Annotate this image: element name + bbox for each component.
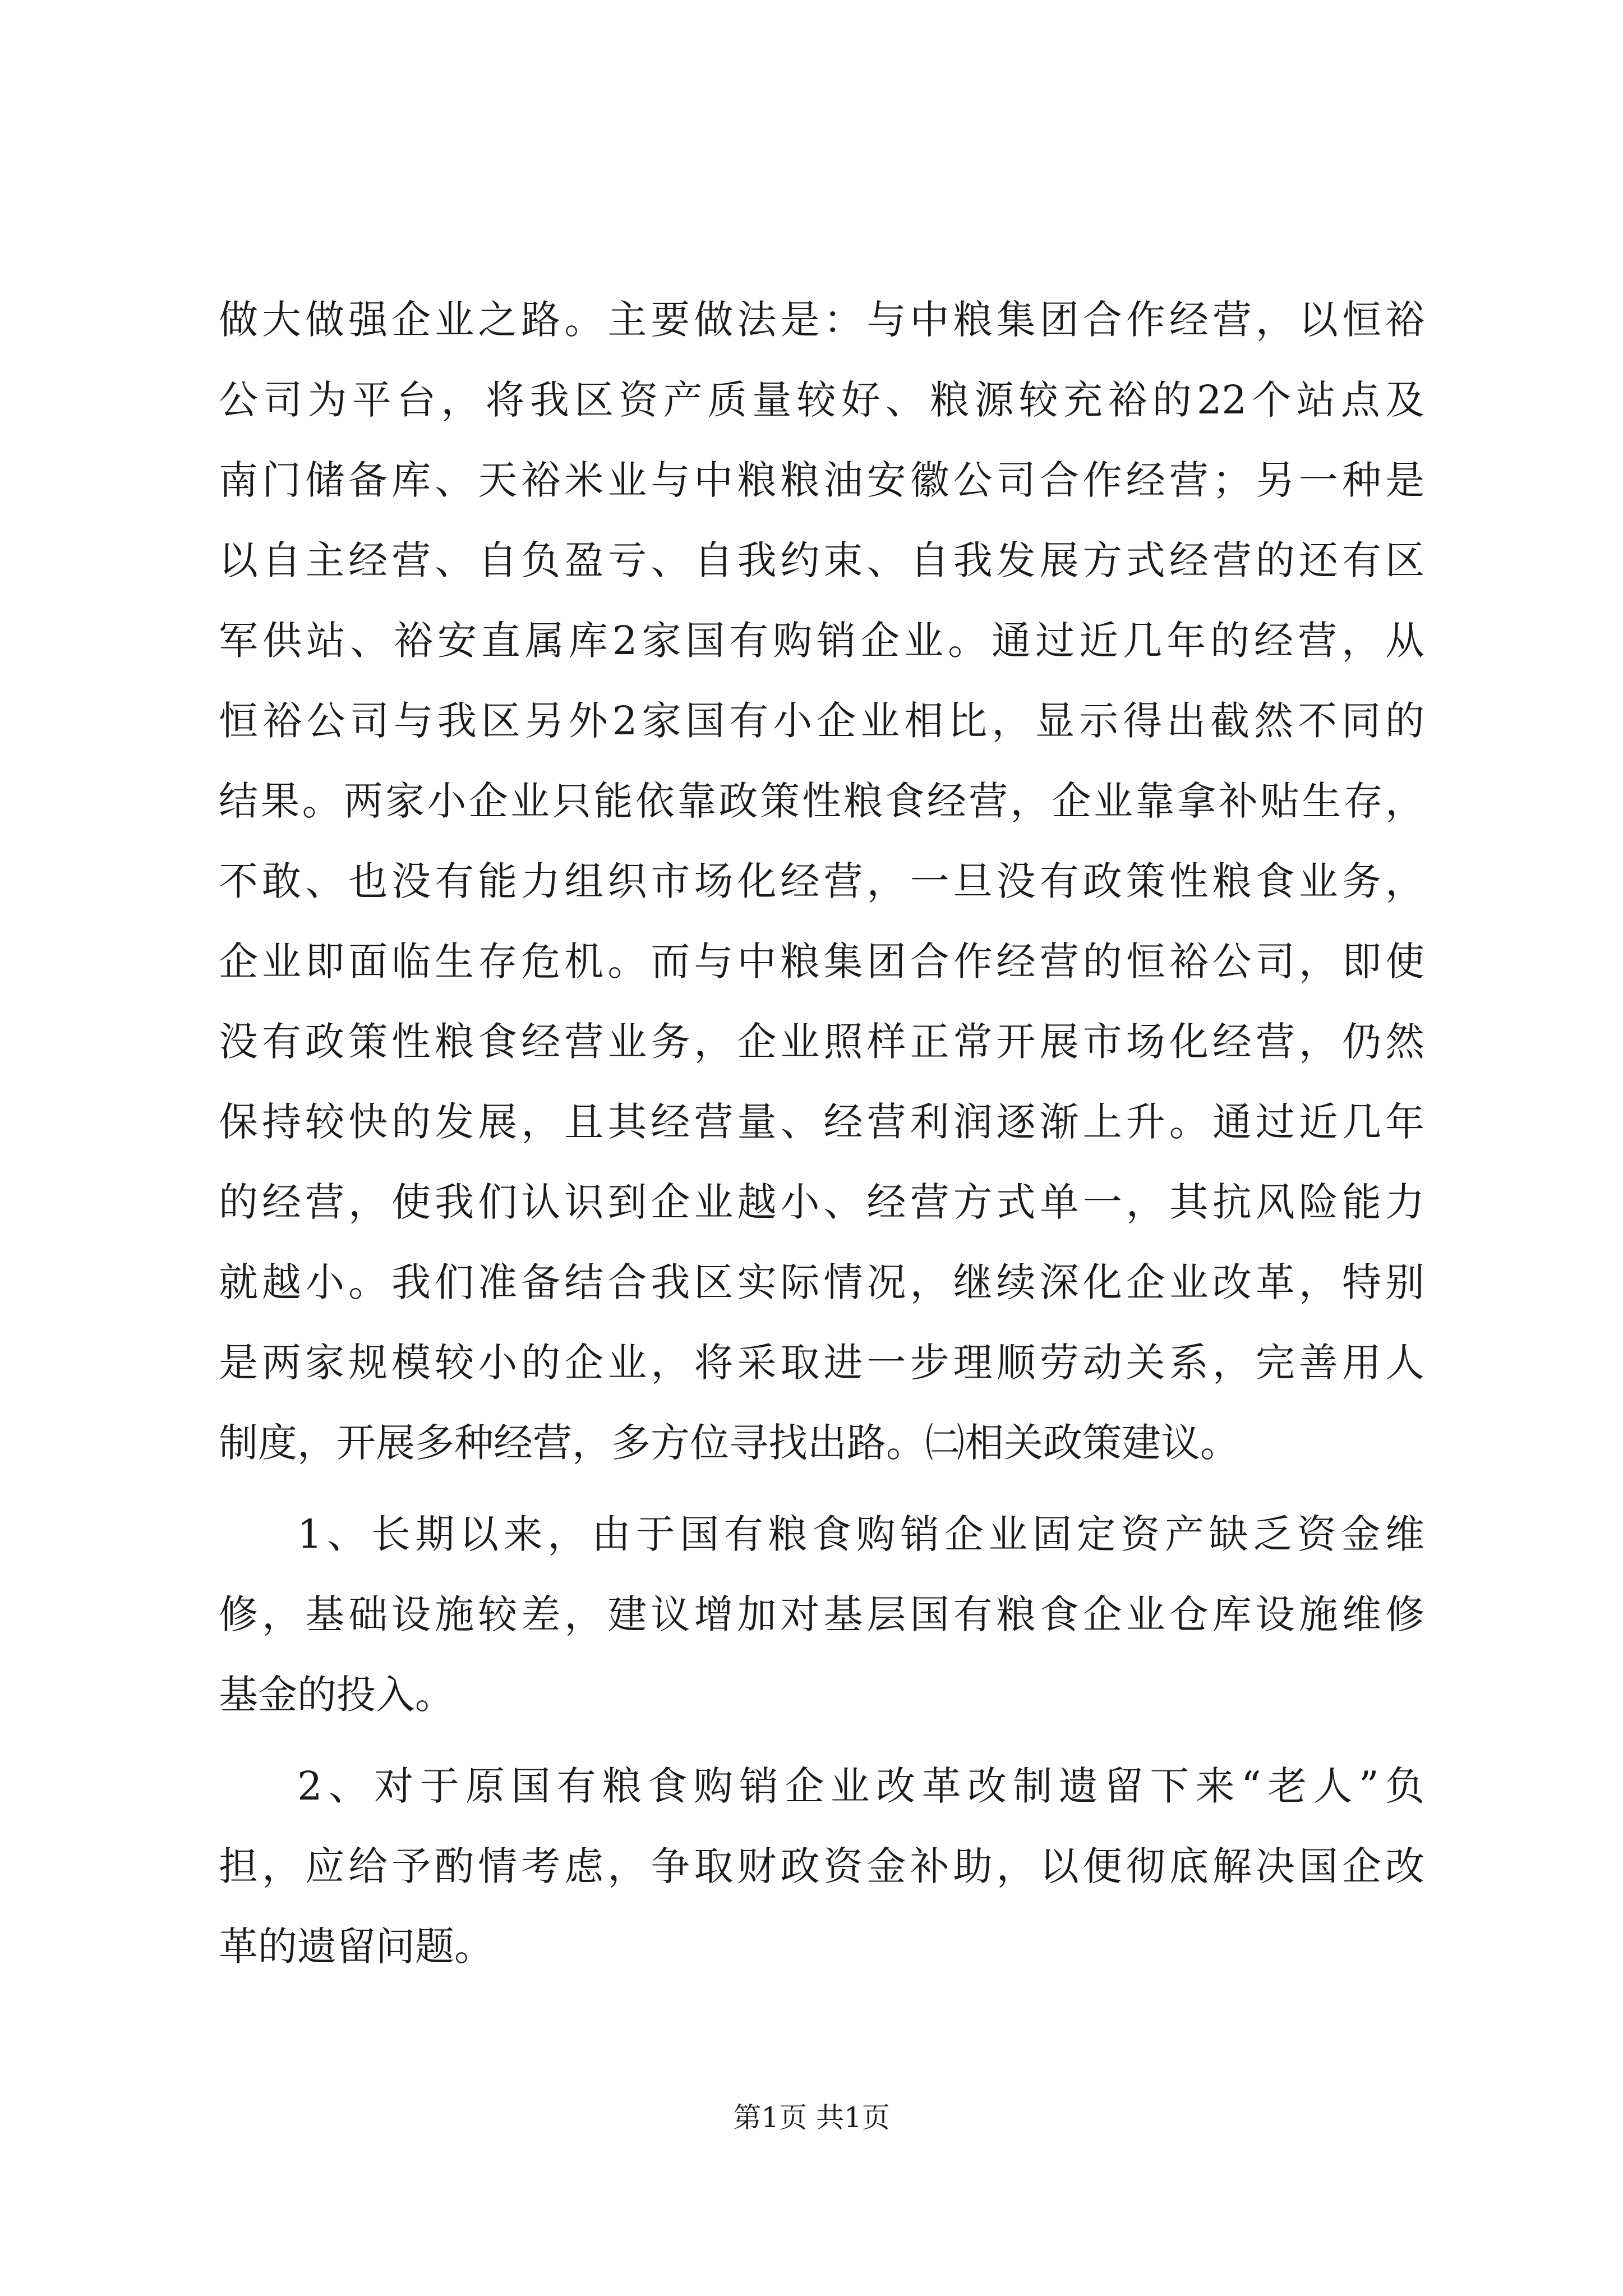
- suggestion-1-line-1: 1、长期以来，由于国有粮食购销企业固定资产缺乏资金维: [297, 1511, 1424, 1557]
- suggestion-2-line-2: 担，应给予酌情考虑，争取财政资金补助，以便彻底解决国企改: [219, 1843, 1424, 1889]
- body-line-4: 以自主经营、自负盈亏、自我约束、自我发展方式经营的还有区: [219, 537, 1424, 583]
- body-line-10: 没有政策性粮食经营业务，企业照样正常开展市场化经营，仍然: [219, 1019, 1424, 1065]
- body-line-2: 公司为平台，将我区资产质量较好、粮源较充裕的22个站点及: [219, 377, 1424, 423]
- body-line-13: 就越小。我们准备结合我区实际情况，继续深化企业改革，特别: [219, 1259, 1424, 1305]
- body-line-7: 结果。两家小企业只能依靠政策性粮食经营，企业靠拿补贴生存，: [219, 778, 1424, 824]
- body-line-11: 保持较快的发展，且其经营量、经营利润逐渐上升。通过近几年: [219, 1099, 1424, 1145]
- page-number-footer: 第1页 共1页: [733, 2101, 890, 2134]
- suggestion-1-line-2: 修，基础设施较差，建议增加对基层国有粮食企业仓库设施维修: [219, 1591, 1424, 1637]
- body-line-1: 做大做强企业之路。主要做法是：与中粮集团合作经营，以恒裕: [219, 297, 1424, 343]
- body-line-6: 恒裕公司与我区另外2家国有小企业相比，显示得出截然不同的: [219, 698, 1424, 744]
- body-line-8: 不敢、也没有能力组织市场化经营，一旦没有政策性粮食业务，: [219, 858, 1424, 904]
- body-line-14: 是两家规模较小的企业，将采取进一步理顺劳动关系，完善用人: [219, 1340, 1424, 1386]
- body-line-3: 南门储备库、天裕米业与中粮粮油安徽公司合作经营；另一种是: [219, 457, 1424, 503]
- body-line-12: 的经营，使我们认识到企业越小、经营方式单一，其抗风险能力: [219, 1179, 1424, 1225]
- suggestion-2-line-1: 2、对于原国有粮食购销企业改革改制遗留下来“老人”负: [297, 1763, 1424, 1809]
- body-line-5: 军供站、裕安直属库2家国有购销企业。通过近几年的经营，从: [219, 618, 1424, 664]
- body-line-9: 企业即面临生存危机。而与中粮集团合作经营的恒裕公司，即使: [219, 938, 1424, 984]
- suggestion-2-line-3: 革的遗留问题。: [219, 1924, 494, 1970]
- suggestion-1-line-3: 基金的投入。: [219, 1672, 454, 1718]
- body-line-15: 制度，开展多种经营，多方位寻找出路。㈡相关政策建议。: [219, 1420, 1239, 1466]
